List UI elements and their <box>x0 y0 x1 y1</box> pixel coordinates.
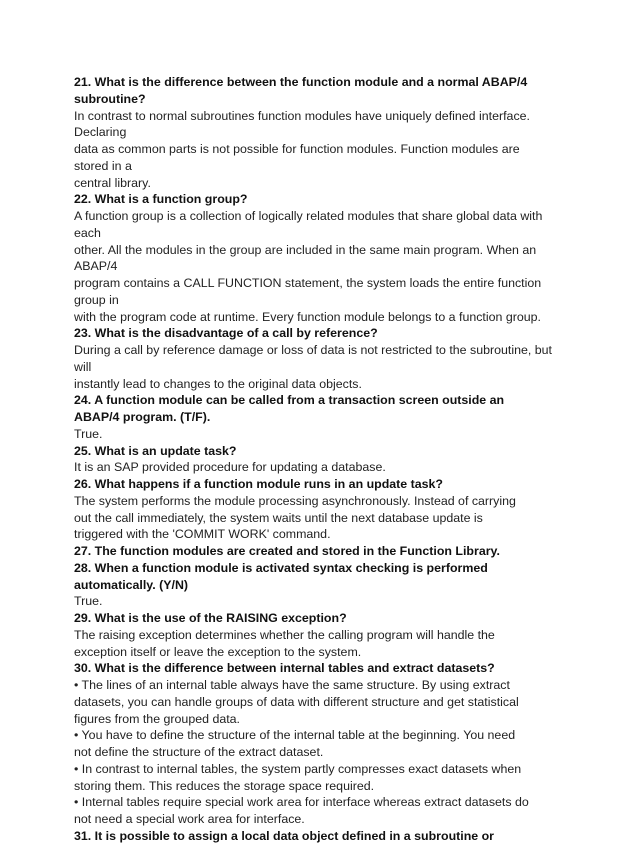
answer-line: triggered with the 'COMMIT WORK' command. <box>74 527 331 542</box>
answer-line: central library. <box>74 175 151 190</box>
answer-line: Declaring <box>74 125 127 140</box>
answer-line: • The lines of an internal table always have the same structure. By using extract <box>74 678 510 692</box>
question-line: 22. What is a function group? <box>74 192 248 207</box>
answer-line: During a call by reference damage or loss of data is not restricted to the subroutine, but <box>74 343 552 357</box>
answer-line: stored in a <box>74 158 132 173</box>
question-line: 30. What is the difference between internal tables and extract datasets? <box>74 661 495 676</box>
answer-line: True. <box>74 594 103 609</box>
answer-line: with the program code at runtime. Every function module belongs to a function group. <box>74 309 541 324</box>
answer-line: datasets, you can handle groups of data with different structure and get statistical <box>74 694 519 709</box>
question-line: 31. It is possible to assign a local data object defined in a subroutine or <box>74 828 494 843</box>
answer-line: exception itself or leave the exception to the system. <box>74 644 362 659</box>
question-line: subroutine? <box>74 91 146 106</box>
question-line: automatically. (Y/N) <box>74 577 189 592</box>
question-line: 29. What is the use of the RAISING exception? <box>74 611 347 625</box>
answer-line: The system performs the module processing asynchronously. Instead of carrying <box>74 493 516 508</box>
document-body <box>74 74 564 845</box>
answer-line: In contrast to normal subroutines function modules have uniquely defined interface. <box>74 108 530 123</box>
answer-line: A function group is a collection of logically related modules that share global data with <box>74 209 543 223</box>
answer-line: out the call immediately, the system waits until the next database update is <box>74 510 483 525</box>
answer-line: each <box>74 225 101 240</box>
answer-line: data as common parts is not possible for function modules. Function modules are <box>74 142 520 156</box>
question-line: 25. What is an update task? <box>74 443 237 458</box>
answer-line: • Internal tables require special work area for interface whereas extract datasets do <box>74 795 529 810</box>
answer-line: not define the structure of the extract dataset. <box>74 745 324 759</box>
answer-line: The raising exception determines whether the calling program will handle the <box>74 627 495 642</box>
question-line: 24. A function module can be called from a transaction screen outside an <box>74 393 505 408</box>
answer-line: • You have to define the structure of the internal table at the beginning. You need <box>74 728 516 743</box>
question-line: 21. What is the difference between the function module and a normal ABAP/4 <box>74 75 528 89</box>
question-line: 27. The function modules are created and stored in the Function Library. <box>74 544 500 558</box>
question-line: 23. What is the disadvantage of a call by reference? <box>74 326 378 341</box>
answer-line: ABAP/4 <box>74 259 118 274</box>
answer-line: figures from the grouped data. <box>74 711 240 726</box>
question-line: 26. What happens if a function module runs in an update task? <box>74 477 444 491</box>
answer-line: other. All the modules in the group are included in the same main program. When an <box>74 242 537 257</box>
answer-line: It is an SAP provided procedure for updating a database. <box>74 460 386 475</box>
answer-line: not need a special work area for interface. <box>74 812 305 826</box>
answer-line: group in <box>74 292 119 307</box>
answer-line: • In contrast to internal tables, the system partly compresses exact datasets when <box>74 761 522 776</box>
question-line: 28. When a function module is activated syntax checking is performed <box>74 560 488 575</box>
question-line: ABAP/4 program. (T/F). <box>74 410 211 424</box>
answer-line: instantly lead to changes to the original data objects. <box>74 376 362 391</box>
answer-line: program contains a CALL FUNCTION statement, the system loads the entire function <box>74 276 542 290</box>
answer-line: will <box>74 359 92 374</box>
answer-line: True. <box>74 426 103 441</box>
answer-line: storing them. This reduces the storage space required. <box>74 778 375 793</box>
